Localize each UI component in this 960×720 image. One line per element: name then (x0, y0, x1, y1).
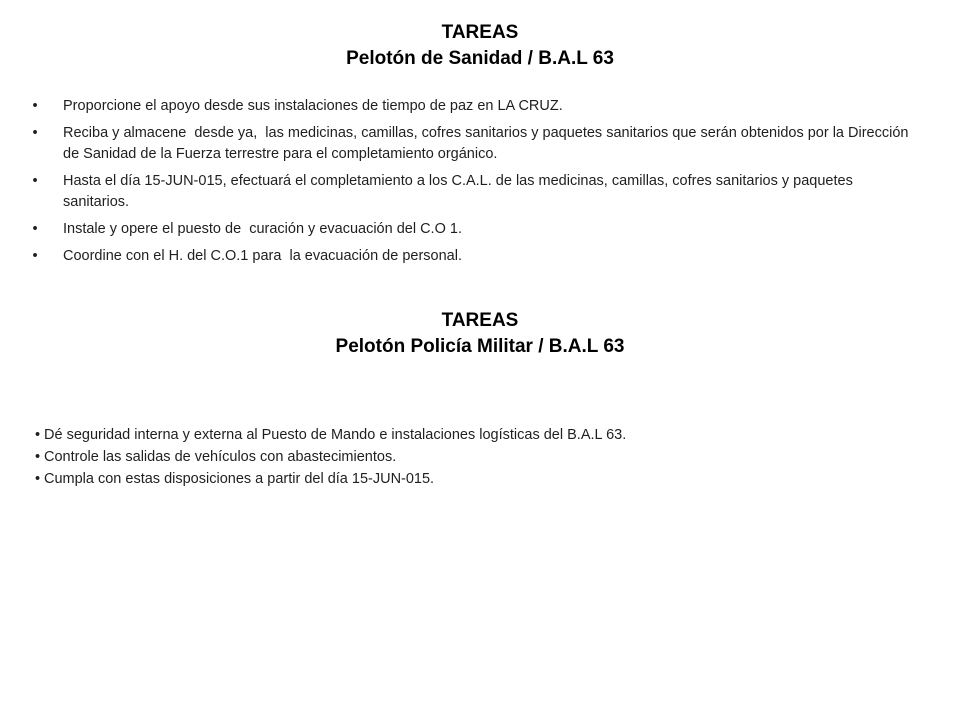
list-item (30, 171, 910, 213)
section2-bullet-list (35, 424, 915, 490)
list-item-text: Cumpla con estas disposiciones a partir del día 15-JUN-015. (44, 471, 435, 487)
bullet-icon: • (32, 248, 38, 264)
list-item-text: Reciba y almacene desde ya, las medicinas, camillas, cofres sanitarios y paquetes sanitarios que serán obtenidos por la Dirección de Sanidad de la Fuerza terrestre para el completamiento orgánico. (63, 125, 913, 162)
section1-subtitle: Pelotón de Sanidad / B.A.L 63 (346, 48, 614, 69)
bullet-icon: • (32, 173, 38, 189)
bullet-icon: • (32, 98, 38, 114)
list-item (35, 446, 915, 468)
section2-subtitle: Pelotón Policía Militar / B.A.L 63 (335, 336, 625, 357)
bullet-icon: • (35, 471, 41, 487)
section2-title: TAREAS (441, 310, 519, 331)
section1-bullet-list (30, 96, 913, 273)
bullet-icon: • (32, 221, 38, 237)
list-item-text: Coordine con el H. del C.O.1 para la evacuación de personal. (63, 248, 462, 264)
list-item (35, 424, 915, 446)
list-item (30, 123, 913, 165)
list-item-text: Hasta el día 15-JUN-015, efectuará el completamiento a los C.A.L. de las medicinas, camillas, cofres sanitarios y paquetes sanitarios. (63, 173, 853, 210)
list-item (30, 246, 910, 267)
list-item-text: Controle las salidas de vehículos con abastecimientos. (44, 449, 397, 465)
list-item (30, 219, 910, 240)
section1-title: TAREAS (441, 22, 519, 43)
section2-heading (0, 308, 960, 360)
list-item-text: Proporcione el apoyo desde sus instalaciones de tiempo de paz en LA CRUZ. (63, 98, 563, 114)
list-item (35, 468, 915, 490)
list-item-text: Instale y opere el puesto de curación y evacuación del C.O 1. (63, 221, 462, 237)
list-item (30, 96, 910, 117)
bullet-icon: • (35, 449, 41, 465)
section1-heading (0, 20, 960, 72)
bullet-icon: • (35, 427, 41, 443)
bullet-icon: • (32, 125, 38, 141)
list-item-text: Dé seguridad interna y externa al Puesto de Mando e instalaciones logísticas del B.A.L 63. (44, 427, 627, 443)
